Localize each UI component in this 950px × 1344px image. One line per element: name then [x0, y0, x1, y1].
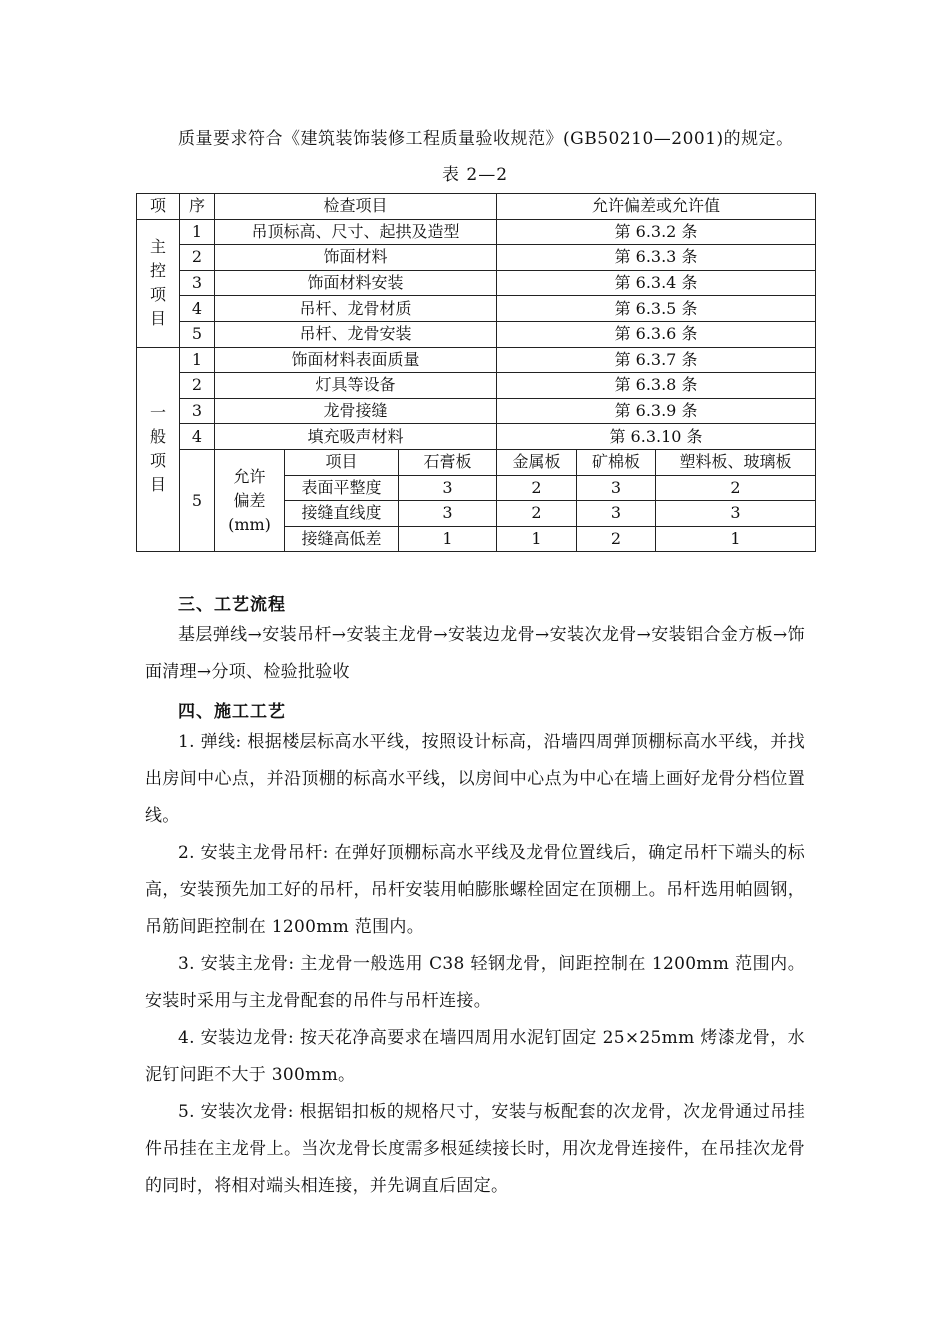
quality-table: [136, 193, 816, 552]
paragraph-5: 5. 安装次龙骨: 根据铝扣板的规格尺寸，安装与板配套的次龙骨，次龙骨通过吊挂件吊挂在主龙骨上。当次龙骨长度需多根延续接长时，用次龙骨连接件，在吊挂次龙骨的同时，将相对端头相连接，并先调直后固定。: [145, 1102, 805, 1196]
row-number: 3: [180, 270, 215, 296]
row-item: 填充吸声材料: [215, 424, 497, 450]
row-number: 5: [180, 321, 215, 347]
paragraph-2: 2. 安装主龙骨吊杆: 在弹好顶棚标高水平线及龙骨位置线后，确定吊杆下端头的标高，安装预先加工好的吊杆，吊杆安装用帕膨胀螺栓固定在顶棚上。吊杆选用帕圆钢，吊筋间距控制在 1200mm 范围内。: [145, 843, 805, 937]
table-caption: 表 2—2: [441, 165, 509, 185]
section-heading-process: 三、工艺流程: [178, 595, 286, 615]
group-label-char: 主: [149, 237, 166, 257]
paragraph-3: 3. 安装主龙骨: 主龙骨一般选用 C38 轻钢龙骨，间距控制在 1200mm 范围内。安装时采用与主龙骨配套的吊件与吊杆连接。: [145, 954, 805, 1011]
row-value: 第 6.3.2 条: [497, 219, 816, 245]
group-label-char: 一: [149, 403, 166, 423]
table-row: [137, 245, 816, 271]
row-number: 2: [180, 245, 215, 271]
table-header-row: [137, 194, 816, 220]
paragraph-4: 4. 安装边龙骨: 按天花净高要求在墙四周用水泥钉固定 25×25mm 烤漆龙骨，水泥钉问距不大于 300mm。: [145, 1028, 805, 1085]
header-cell: 序: [180, 194, 215, 220]
row-number: 3: [180, 398, 215, 424]
deviation-cell: 3: [577, 501, 656, 527]
header-cell: 检查项目: [215, 194, 497, 220]
row-value: 第 6.3.3 条: [497, 245, 816, 271]
group-label-char: 项: [149, 285, 166, 305]
row-value: 第 6.3.6 条: [497, 321, 816, 347]
deviation-col-header: 项目: [285, 449, 399, 475]
section-heading-construction: 四、施工工艺: [178, 702, 286, 722]
process-flow-text: 基层弹线→安装吊杆→安装主龙骨→安装边龙骨→安装次龙骨→安装铝合金方板→饰面清理→分项、检验批验收: [145, 625, 805, 682]
deviation-cell: 表面平整度: [285, 475, 399, 501]
deviation-label-line: 允许: [233, 466, 266, 486]
deviation-col-header: 石膏板: [399, 449, 497, 475]
group-label-text: [137, 235, 179, 331]
row-value: 第 6.3.9 条: [497, 398, 816, 424]
row-value: 第 6.3.5 条: [497, 296, 816, 322]
intro-text: 质量要求符合《建筑装饰装修工程质量验收规范》(GB50210—2001)的规定。: [178, 129, 794, 149]
row-item: 饰面材料表面质量: [215, 347, 497, 373]
row-number: 4: [180, 424, 215, 450]
deviation-cell: 2: [656, 475, 816, 501]
row-item: 龙骨接缝: [215, 398, 497, 424]
deviation-cell: 3: [577, 475, 656, 501]
row-number: 1: [180, 219, 215, 245]
deviation-cell: 接缝直线度: [285, 501, 399, 527]
row-number: 2: [180, 373, 215, 399]
table-row: [137, 296, 816, 322]
deviation-cell: 2: [497, 475, 577, 501]
group-label-general: [137, 347, 180, 552]
deviation-cell: 1: [656, 526, 816, 552]
deviation-cell: 1: [497, 526, 577, 552]
deviation-cell: 1: [399, 526, 497, 552]
group-label-char: 项: [149, 451, 166, 471]
row-number: 4: [180, 296, 215, 322]
deviation-col-header: 金属板: [497, 449, 577, 475]
group-label-main: [137, 219, 180, 347]
row-number: 5: [180, 449, 215, 551]
row-value: 第 6.3.7 条: [497, 347, 816, 373]
table-row: [137, 373, 816, 399]
row-item: 吊杆、龙骨材质: [215, 296, 497, 322]
table-row: [137, 219, 816, 245]
deviation-cell: 3: [399, 501, 497, 527]
deviation-cell: 接缝高低差: [285, 526, 399, 552]
table-row: [137, 321, 816, 347]
deviation-header-row: [137, 449, 816, 475]
deviation-cell: 3: [399, 475, 497, 501]
header-cell: 项: [137, 194, 180, 220]
group-label-text: [137, 401, 179, 497]
row-number: 1: [180, 347, 215, 373]
row-item: 饰面材料安装: [215, 270, 497, 296]
deviation-col-header: 矿棉板: [577, 449, 656, 475]
row-item: 吊杆、龙骨安装: [215, 321, 497, 347]
row-value: 第 6.3.8 条: [497, 373, 816, 399]
row-value: 第 6.3.10 条: [497, 424, 816, 450]
deviation-col-header: 塑料板、玻璃板: [656, 449, 816, 475]
group-label-char: 目: [149, 475, 166, 495]
deviation-cell: 3: [656, 501, 816, 527]
table-row: [137, 270, 816, 296]
deviation-label-line: 偏差: [233, 490, 266, 510]
row-item: 饰面材料: [215, 245, 497, 271]
group-label-char: 目: [149, 309, 166, 329]
deviation-label-line: (mm): [228, 514, 271, 534]
deviation-cell: 2: [497, 501, 577, 527]
deviation-cell: 2: [577, 526, 656, 552]
row-item: 灯具等设备: [215, 373, 497, 399]
deviation-label: [215, 449, 285, 551]
row-value: 第 6.3.4 条: [497, 270, 816, 296]
row-item: 吊顶标高、尺寸、起拱及造型: [215, 219, 497, 245]
table-row: [137, 398, 816, 424]
group-label-char: 控: [149, 261, 166, 281]
group-label-char: 般: [149, 427, 166, 447]
table-row: [137, 347, 816, 373]
paragraph-1: 1. 弹线: 根据楼层标高水平线，按照设计标高，沿墙四周弹顶棚标高水平线，并找出房间中心点，并沿顶棚的标高水平线，以房间中心点为中心在墙上画好龙骨分档位置线。: [145, 732, 805, 826]
header-cell: 允许偏差或允许值: [497, 194, 816, 220]
table-row: [137, 424, 816, 450]
